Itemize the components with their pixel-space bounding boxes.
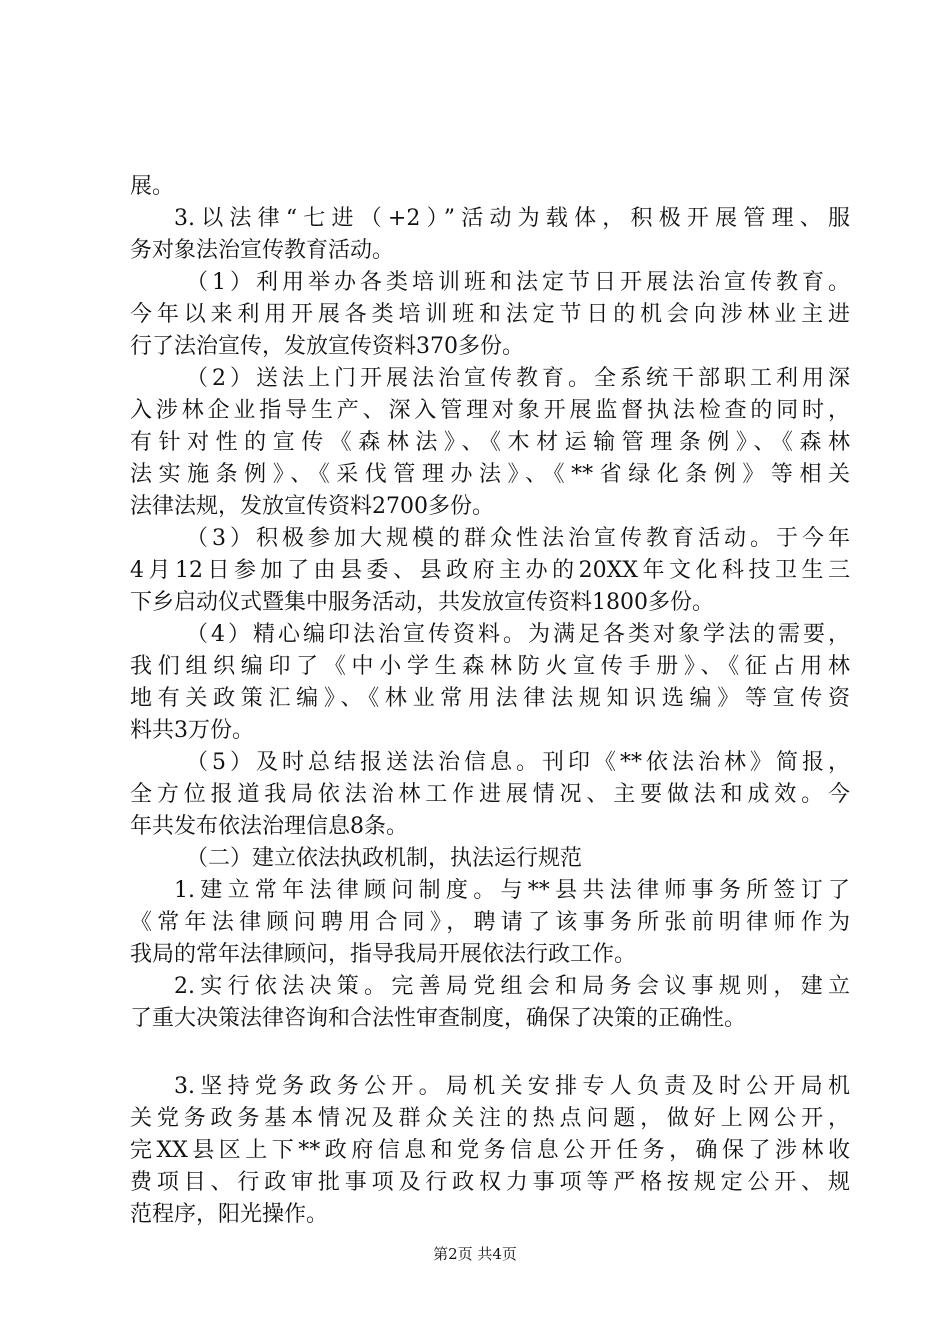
text-line: 范程序，阳光操作。	[130, 1202, 329, 1227]
text-line: 地有关政策汇编》、《林业常用法律法规知识选编》等宣传资	[130, 686, 850, 711]
text-line: 《常年法律顾问聘用合同》，聘请了该事务所张前明律师作为	[130, 910, 850, 935]
text-line: 我局的常年法律顾问，指导我局开展依法行政工作。	[130, 942, 637, 967]
text-line: 展。	[130, 174, 175, 199]
text-line: （4）精心编印法治宣传资料。为满足各类对象学法的需要，	[186, 622, 850, 647]
text-line: 关党务政务基本情况及群众关注的热点问题，做好上网公开，	[130, 1106, 850, 1131]
text-line: 1.建立常年法律顾问制度。与**县共法律师事务所签订了	[174, 878, 850, 903]
section-heading: （二）建立依法执政机制，执法运行规范	[186, 846, 583, 871]
text-line: 入涉林企业指导生产、深入管理对象开展监督执法检查的同时，	[130, 398, 850, 423]
text-line: 行了法治宣传，发放宣传资料370多份。	[130, 334, 524, 359]
text-line: 2.实行依法决策。完善局党组会和局务会议事规则，建立	[174, 974, 850, 999]
text-line: 完XX县区上下**政府信息和党务信息公开任务，确保了涉林收	[130, 1138, 850, 1163]
text-line: 法律法规，发放宣传资料2700多份。	[130, 494, 494, 519]
text-line: 费项目、行政审批事项及行政权力事项等严格按规定公开、规	[130, 1170, 850, 1195]
text-line: 全方位报道我局依法治林工作进展情况、主要做法和成效。今	[130, 782, 850, 807]
page-number: 第2页 共4页	[433, 1245, 517, 1263]
text-line: 3.以法律“七进（+2）”活动为载体，积极开展管理、服	[174, 206, 850, 231]
text-line: 今年以来利用开展各类培训班和法定节日的机会向涉林业主进	[130, 302, 850, 327]
text-line: 4月12日参加了由县委、县政府主办的20XX年文化科技卫生三	[130, 558, 850, 583]
text-line: 了重大决策法律咨询和合法性审查制度，确保了决策的正确性。	[130, 1006, 747, 1031]
text-line: 法实施条例》、《采伐管理办法》、《**省绿化条例》等相关	[130, 462, 850, 487]
text-line: 3.坚持党务政务公开。局机关安排专人负责及时公开局机	[174, 1074, 850, 1099]
text-line: 我们组织编印了《中小学生森林防火宣传手册》、《征占用林	[130, 654, 850, 679]
text-line: 务对象法治宣传教育活动。	[130, 238, 395, 263]
text-line: （3）积极参加大规模的群众性法治宣传教育活动。于今年	[186, 526, 850, 551]
text-line: 年共发布依法治理信息8条。	[130, 814, 408, 839]
text-line: 料共3万份。	[130, 718, 254, 743]
text-line: （5）及时总结报送法治信息。刊印《**依法治林》简报，	[186, 750, 850, 775]
text-line: （2）送法上门开展法治宣传教育。全系统干部职工利用深	[186, 366, 850, 391]
text-line: （1）利用举办各类培训班和法定节日开展法治宣传教育。	[186, 270, 850, 295]
text-line: 下乡启动仪式暨集中服务活动，共发放宣传资料1800多份。	[130, 590, 714, 615]
text-line: 有针对性的宣传《森林法》、《木材运输管理条例》、《森林	[130, 430, 850, 455]
